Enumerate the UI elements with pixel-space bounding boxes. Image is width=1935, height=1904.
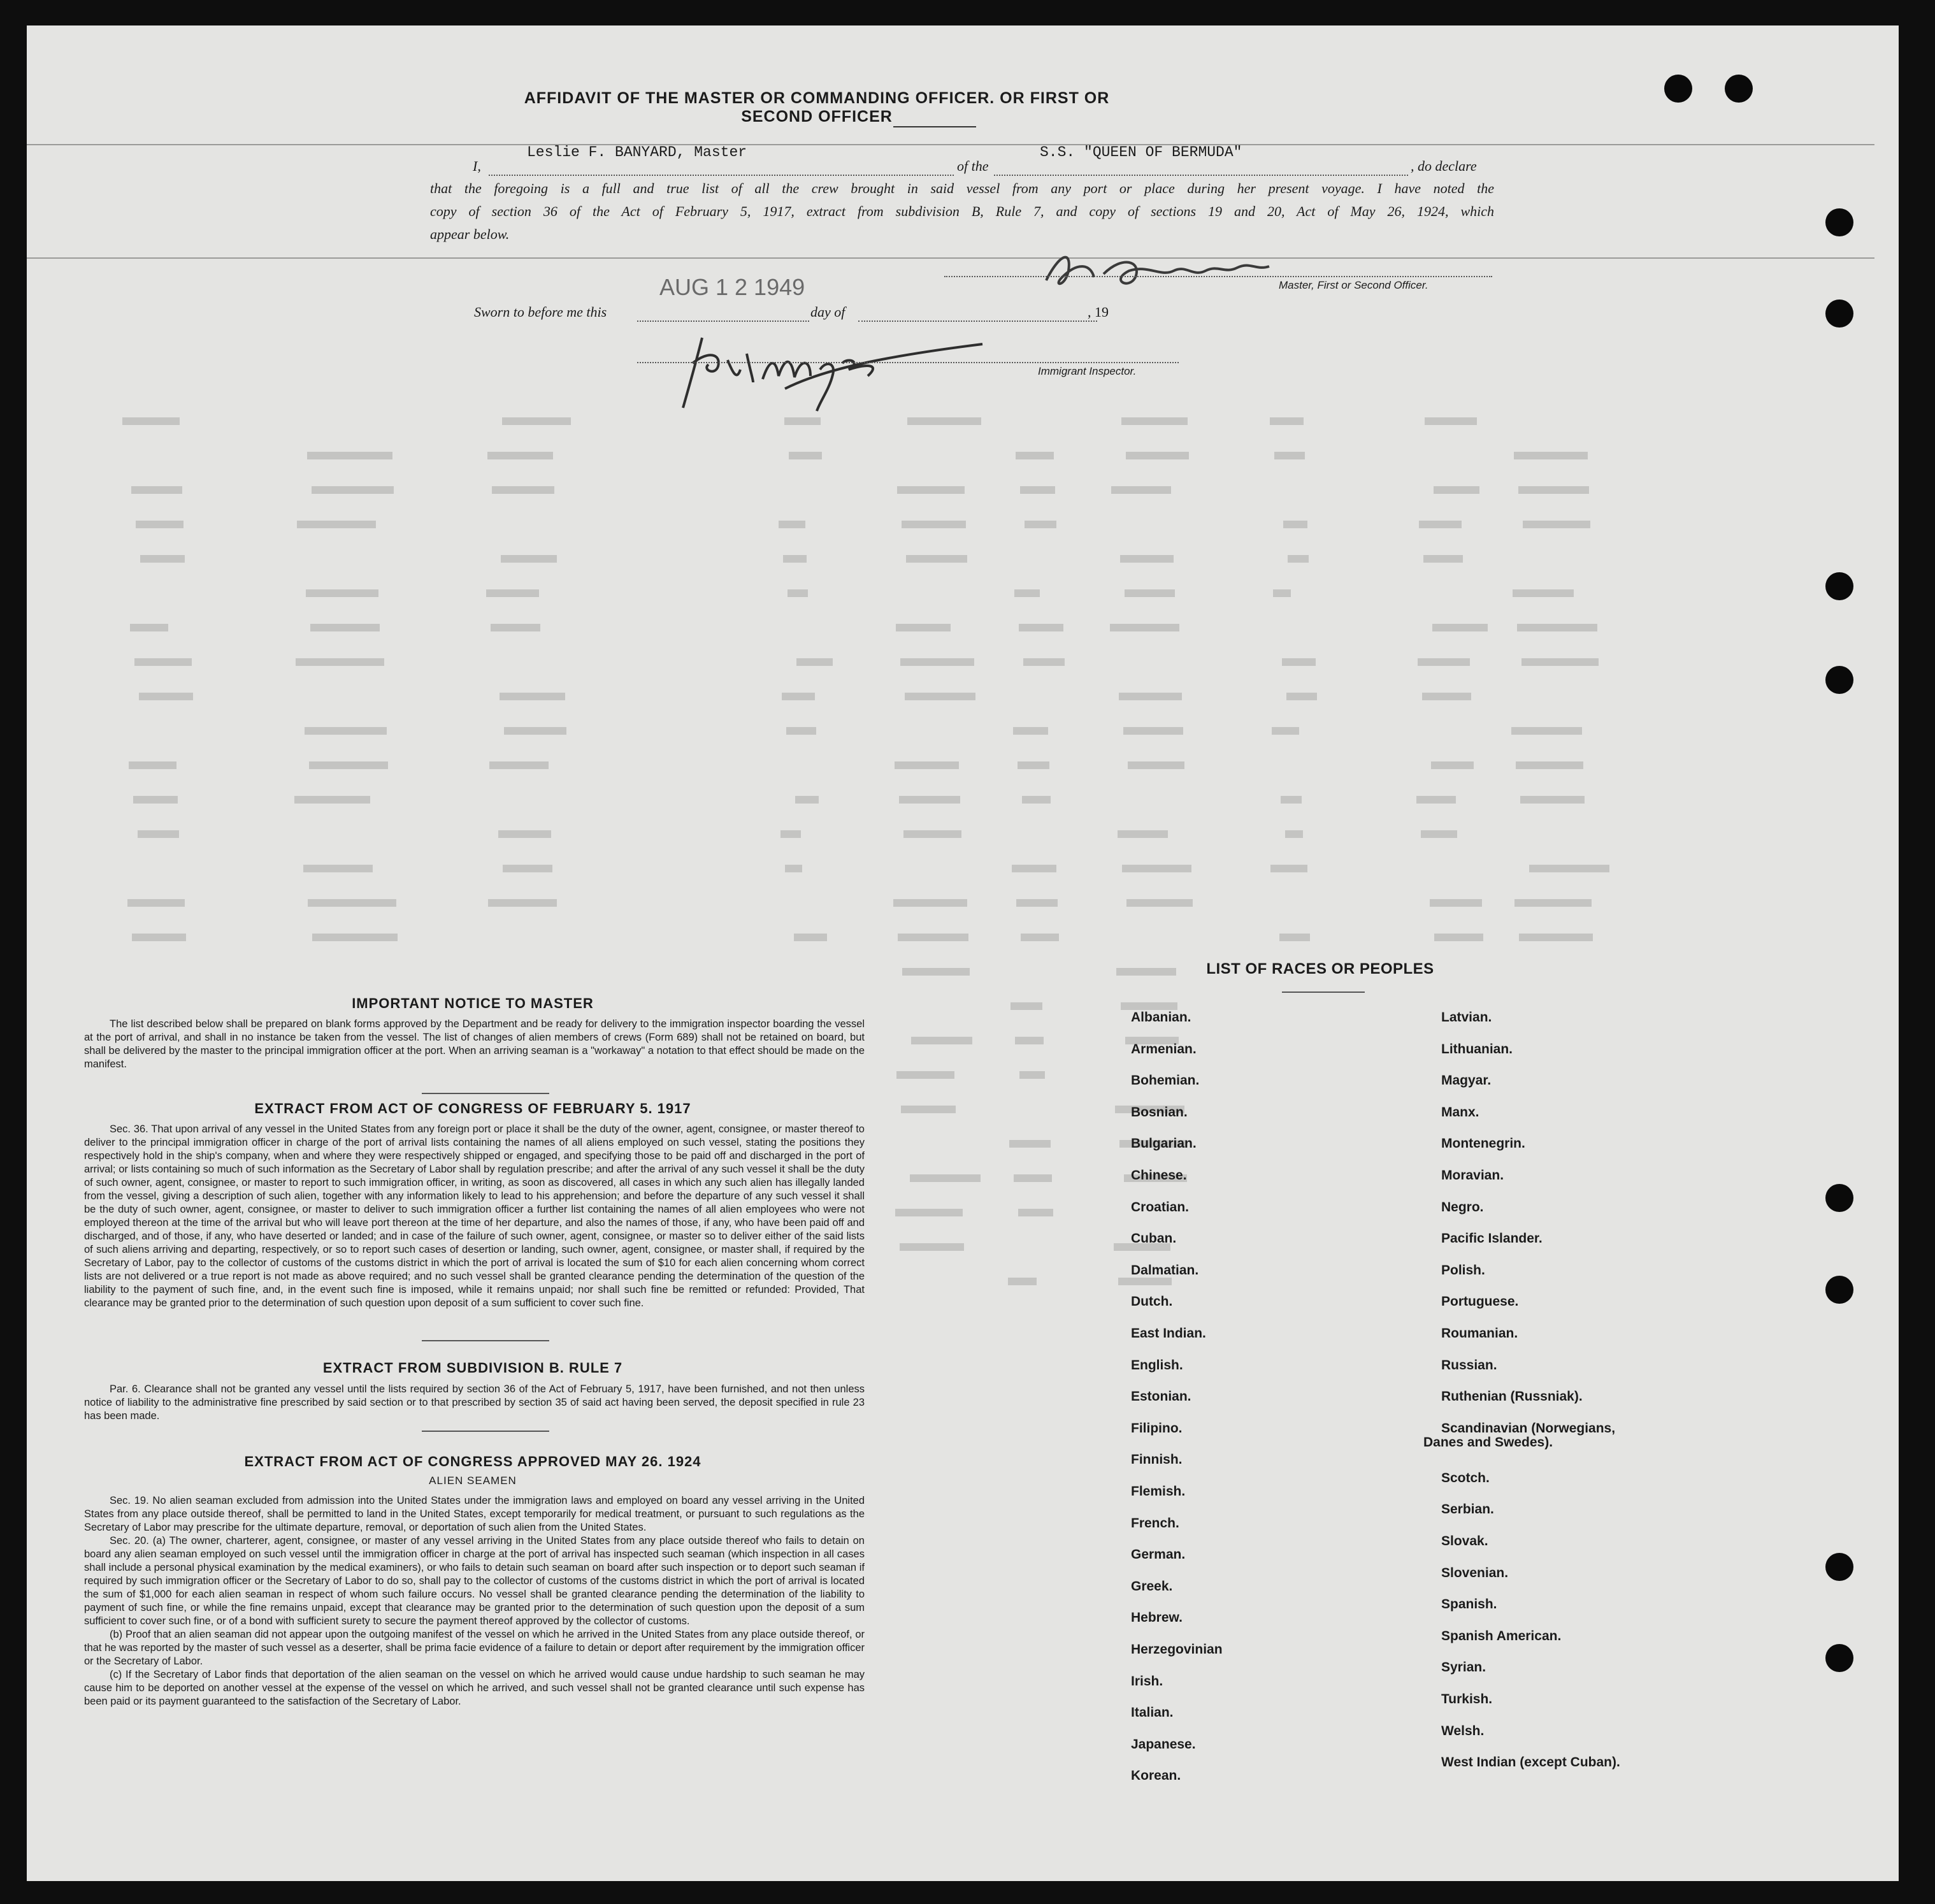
race-item: Syrian. (1441, 1660, 1486, 1675)
bleed-mark (1121, 1002, 1177, 1010)
race-item: Polish. (1441, 1262, 1485, 1278)
affidavit-line-1: that the foregoing is a full and true list of all the crew brought in said vessel from any port or place during her present voyage. I have noted the (430, 180, 1494, 196)
section-20c-paragraph: (c) If the Secretary of Labor finds that deportation of the alien seaman on the vessel on which he arrived would cause undue hardship to such seaman he may cause him to be deported on another vessel at the expense of the vessel on which he arrived, and such vessel shall not be granted clearance until such expense has been paid or its payment guaranteed to the satisfaction of the Secretary of Labor. (84, 1669, 865, 1707)
race-item: Dalmatian. (1131, 1262, 1199, 1278)
race-item: Slovenian. (1441, 1565, 1509, 1580)
race-item: Scotch. (1441, 1470, 1490, 1485)
bleed-mark (1021, 934, 1059, 941)
bleed-mark (312, 934, 398, 941)
race-item: Welsh. (1441, 1723, 1485, 1738)
punch-hole (1825, 208, 1853, 236)
bleed-mark (1517, 624, 1597, 631)
form-page (27, 25, 1899, 1881)
bleed-mark (1282, 658, 1316, 666)
bleed-mark (895, 761, 959, 769)
title-underline (893, 126, 976, 127)
bleed-mark (503, 865, 552, 872)
bleed-mark (1120, 555, 1174, 563)
bleed-mark (1514, 452, 1588, 459)
bleed-mark (786, 727, 816, 735)
bleed-mark (1025, 521, 1056, 528)
bleed-mark (794, 934, 827, 941)
of-the-label: of the (957, 158, 989, 174)
bleed-mark (782, 693, 815, 700)
bleed-mark (500, 693, 565, 700)
bleed-mark (1023, 658, 1065, 666)
bleed-mark (780, 830, 801, 838)
bleed-mark (1431, 761, 1474, 769)
punch-hole (1825, 299, 1853, 328)
bleed-mark (1286, 693, 1317, 700)
section-36-paragraph: Sec. 36. That upon arrival of any vessel in the United States from any foreign port or place it shall be the duty of the owner, agent, consignee, or master thereof to deliver to the principal immigration officer in charge of the port of arrival lists containing the names of all aliens employed on such vessel, stating the positions they respectively hold in the ship's company, when and where they were respectively shipped or engaged, and specifying those to be paid off and discharged in the port of arrival; or lists containing so much of such information as the Secretary of Labor shall by regulation prescribe; and after the arrival of any such vessel it shall be the duty of such owner, agent, consignee, or master to report to such immigration officer, in writing, as soon as discovered, all cases in which any such alien has illegally landed from the vessel, giving a description of such alien, together with any information likely to lead to his apprehension; and before the departure of any such vessel it shall be the duty of such owner, agent, consignee, or master to deliver to such immigration officer a further list containing the names of all alien employees who were not employed thereon at the time of the arrival but who will leave port thereon at the time of her departure, and also the names of those, if any, who have been paid off and discharged, and of those, if any, who have deserted or landed; and in case of the failure of such owner, agent, consignee, or master so to deliver either of the said lists of such aliens arriving and departing, respectively, or so to report such cases of desertion or landing, such owner, agent, consignee, or master shall, if required by the Secretary of Labor, pay to the collector of customs of the customs district in which the port of arrival is located the sum of $10 for each alien concerning whom correct lists are not delivered or a true report is not made as above required; and no such vessel shall be granted clearance pending the determination of the question of the liability to the payment of such fine, and, in the event such fine is imposed, while it remains unpaid; nor shall such fine be remitted or refunded: Provided, That clearance may be granted prior to the determination of such question upon deposit of a sum sufficient to cover such fine. (84, 1123, 865, 1309)
master-name-line (489, 175, 954, 176)
paragraph-6: Par. 6. Clearance shall not be granted any vessel until the lists required by section 36 of the Act of February 5, 1917, have been furnished, and not then unless notice of liability to the administrative fine prescribed by said section or to that prescribed by section 35 of said act having been served, the deposit specified in rule 23 has been made. (84, 1383, 865, 1422)
bleed-mark (294, 796, 370, 804)
races-title: LIST OF RACES OR PEOPLES (1206, 960, 1434, 977)
bleed-mark (1270, 865, 1307, 872)
bleed-mark (1511, 727, 1582, 735)
race-item: Lithuanian. (1441, 1041, 1513, 1057)
bleed-mark (1422, 693, 1471, 700)
race-item: English. (1131, 1357, 1183, 1373)
bleed-mark (1434, 934, 1483, 941)
bleed-mark (1014, 1174, 1052, 1182)
bleed-mark (138, 830, 179, 838)
bleed-mark (130, 624, 168, 631)
race-item: Moravian. (1441, 1168, 1504, 1183)
day-of-label: day of (810, 304, 845, 320)
bleed-mark (1513, 589, 1574, 597)
bleed-mark (1009, 1140, 1051, 1148)
bleed-mark (501, 555, 557, 563)
bleed-mark (296, 658, 384, 666)
bleed-mark (131, 486, 182, 494)
master-name-field: Leslie F. BANYARD, Master (527, 144, 747, 161)
bleed-mark (1518, 486, 1589, 494)
bleed-mark (136, 521, 183, 528)
race-item: Greek. (1131, 1578, 1173, 1594)
punch-hole (1825, 666, 1853, 694)
year-label: , 19 (1088, 304, 1109, 320)
bleed-mark (1273, 589, 1291, 597)
bleed-mark (784, 417, 821, 425)
bleed-mark (1016, 899, 1058, 907)
race-item: Herzegovinian (1131, 1642, 1223, 1657)
race-item: Italian. (1131, 1705, 1174, 1720)
bleed-mark (487, 452, 553, 459)
bleed-mark (133, 796, 178, 804)
bleed-mark (1520, 796, 1585, 804)
bleed-mark (492, 486, 554, 494)
bleed-mark (1118, 830, 1168, 838)
race-item: Roumanian. (1441, 1326, 1518, 1341)
section-divider (422, 1340, 549, 1341)
race-item: Bulgarian. (1131, 1136, 1197, 1151)
bleed-mark (1425, 417, 1477, 425)
bleed-mark (899, 796, 960, 804)
form-rule (27, 144, 1874, 145)
master-signature (1033, 242, 1288, 299)
bleed-mark (785, 865, 802, 872)
race-item: East Indian. (1131, 1326, 1206, 1341)
bleed-mark (1122, 865, 1191, 872)
bleed-mark (779, 521, 805, 528)
section-divider (422, 1093, 549, 1094)
bleed-mark (1421, 830, 1457, 838)
bleed-mark (900, 1243, 964, 1251)
notice-title: IMPORTANT NOTICE TO MASTER (352, 995, 594, 1011)
bleed-mark (906, 555, 967, 563)
vessel-field: S.S. "QUEEN OF BERMUDA" (1040, 144, 1242, 161)
bleed-mark (902, 968, 970, 976)
bleed-mark (1116, 968, 1176, 976)
bleed-mark (1521, 658, 1599, 666)
rule-7-text (84, 1383, 865, 1423)
bleed-mark (309, 761, 388, 769)
race-item: Spanish. (1441, 1597, 1497, 1612)
bleed-mark (911, 1037, 972, 1044)
race-item: Flemish. (1131, 1484, 1186, 1499)
bleed-mark (1519, 934, 1593, 941)
punch-hole (1825, 1644, 1853, 1672)
bleed-mark (1118, 1278, 1172, 1285)
race-item: Serbian. (1441, 1502, 1494, 1517)
bleed-mark (129, 761, 176, 769)
bleed-mark (910, 1174, 981, 1182)
bleed-mark (1126, 452, 1189, 459)
rule-7-title: EXTRACT FROM SUBDIVISION B. RULE 7 (322, 1360, 623, 1376)
race-item: Turkish. (1441, 1692, 1493, 1706)
race-item: Bosnian. (1131, 1104, 1188, 1120)
bleed-mark (1128, 761, 1184, 769)
bleed-mark (1111, 486, 1171, 494)
bleed-mark (502, 417, 571, 425)
punch-hole (1664, 75, 1692, 103)
bleed-mark (488, 899, 557, 907)
master-caption: Master, First or Second Officer. (1279, 279, 1428, 291)
bleed-mark (1434, 486, 1479, 494)
bleed-mark (504, 727, 566, 735)
bleed-mark (1019, 624, 1063, 631)
bleed-mark (122, 417, 180, 425)
races-title-underline (1282, 992, 1365, 993)
inspector-signature-line (637, 362, 1179, 363)
master-signature-line (944, 276, 1492, 277)
bleed-mark (897, 486, 965, 494)
bleed-mark (896, 1071, 954, 1079)
section-20a-paragraph: Sec. 20. (a) The owner, charterer, agent, consignee, or master of any vessel arriving in the United States from any place outside thereof who fails to detain on board any alien seaman employed on such vessel until the immigration officer in charge at the port of arrival has inspected such seaman (which inspection in all cases shall include a personal physical examination by the medical examiners), or who fails to detain such seaman on board after such inspection or to deport such seaman if required by such immigration officer or the Secretary of Labor to do so, shall pay to the collector of customs of the customs district in which the port of arrival is located the sum of $1,000 for each alien seaman in respect of whom such failure occurs. No vessel shall be granted clearance pending the determination of the liability to payment of such fine, or while the fine remains unpaid, except that clearance may be granted prior to the determination of such question upon the deposit of a sum sufficient to cover such fine, or of a bond with sufficient surety to secure the payment thereof approved by the collector of customs. (84, 1535, 865, 1627)
race-item: Bohemian. (1131, 1073, 1200, 1088)
bleed-mark (1416, 796, 1456, 804)
race-item: Irish. (1131, 1673, 1163, 1689)
bleed-mark (1110, 624, 1179, 631)
bleed-mark (1012, 865, 1056, 872)
bleed-mark (1016, 452, 1054, 459)
bleed-mark (1514, 899, 1592, 907)
do-declare-label: , do declare (1411, 158, 1477, 174)
bleed-mark (308, 899, 396, 907)
bleed-mark (139, 693, 193, 700)
race-item: Magyar. (1441, 1073, 1492, 1088)
race-item: Montenegrin. (1441, 1136, 1525, 1151)
race-item: Russian. (1441, 1357, 1497, 1373)
extract-1917-title: EXTRACT FROM ACT OF CONGRESS OF FEBRUARY 5. 1917 (254, 1100, 691, 1116)
bleed-mark (900, 658, 974, 666)
bleed-mark (1281, 796, 1302, 804)
punch-hole (1825, 1184, 1853, 1212)
bleed-mark (896, 624, 951, 631)
bleed-mark (489, 761, 549, 769)
race-item: Croatian. (1131, 1199, 1190, 1215)
bleed-mark (903, 830, 961, 838)
inspector-signature (658, 325, 989, 414)
punch-hole (1825, 1553, 1853, 1581)
race-item: Ruthenian (Russniak). (1441, 1389, 1583, 1404)
bleed-mark (1008, 1278, 1037, 1285)
race-item: German. (1131, 1547, 1186, 1562)
section-19-paragraph: Sec. 19. No alien seaman excluded from admission into the United States under the immigration laws and employed on board any vessel arriving in the United States from any place outside thereof, shall be permitted to land in the United States, except temporarily for medical treatment, or pursuant to such regulations as the Secretary of Labor may prescribe for the ultimate departure, removal, or deportation of such alien from the United States. (84, 1495, 865, 1533)
extract-1924-text (84, 1494, 865, 1708)
affidavit-pronoun: I, (473, 158, 481, 174)
notice-paragraph: The list described below shall be prepared on blank forms approved by the Department and be ready for delivery to the immigration inspector boarding the vessel at the port of arrival, and shall in no instance be taken from the vessel. The list of changes of alien members of crews (Form 689) shall not be retained on board, but shall be delivered by the master to the principal immigration officer at the port. When an arriving seaman is a "workaway" a notation to that effect should be made on the manifest. (84, 1018, 865, 1070)
bleed-mark (486, 589, 539, 597)
bleed-mark (1274, 452, 1305, 459)
sworn-label: Sworn to before me this (474, 304, 607, 320)
bleed-mark (1423, 555, 1463, 563)
bleed-mark (310, 624, 380, 631)
sworn-day-line (637, 321, 809, 322)
bleed-mark (297, 521, 376, 528)
race-item: Armenian. (1131, 1041, 1197, 1057)
bleed-mark (491, 624, 540, 631)
punch-hole (1725, 75, 1753, 103)
bleed-mark (127, 899, 185, 907)
inspector-caption: Immigrant Inspector. (1038, 365, 1137, 377)
bleed-mark (1419, 521, 1462, 528)
bleed-mark (783, 555, 807, 563)
bleed-mark (789, 452, 822, 459)
bleed-mark (1285, 830, 1303, 838)
bleed-mark (305, 727, 387, 735)
race-item: Albanian. (1131, 1010, 1191, 1025)
race-item: Latvian. (1441, 1010, 1492, 1025)
form-rule (27, 257, 1874, 259)
bleed-mark (306, 589, 378, 597)
race-item: West Indian (except Cuban). (1441, 1755, 1620, 1770)
race-item: Filipino. (1131, 1420, 1183, 1436)
race-item: Cuban. (1131, 1231, 1177, 1246)
bleed-mark (307, 452, 392, 459)
race-item: Negro. (1441, 1199, 1484, 1215)
bleed-mark (1018, 761, 1049, 769)
bleed-mark (1015, 1037, 1044, 1044)
bleed-mark (1272, 727, 1299, 735)
affidavit-line-3: appear below. (430, 226, 510, 242)
bleed-mark (134, 658, 192, 666)
bleed-mark (140, 555, 185, 563)
bleed-mark (132, 934, 186, 941)
date-stamp: AUG 1 2 1949 (659, 274, 805, 300)
bleed-mark (898, 934, 968, 941)
punch-hole (1825, 572, 1853, 600)
race-item: Estonian. (1131, 1389, 1191, 1404)
bleed-mark (1011, 1002, 1042, 1010)
bleed-mark (1121, 417, 1188, 425)
bleed-mark (1020, 486, 1055, 494)
bleed-mark (905, 693, 975, 700)
bleed-mark (1283, 521, 1307, 528)
bleed-mark (1013, 727, 1048, 735)
bleed-mark (1529, 865, 1609, 872)
section-divider (422, 1431, 549, 1432)
race-item: Korean. (1131, 1768, 1181, 1784)
bleed-mark (788, 589, 808, 597)
bleed-mark (303, 865, 373, 872)
race-item: Chinese. (1131, 1168, 1187, 1183)
bleed-mark (1430, 899, 1482, 907)
race-item: Pacific Islander. (1441, 1231, 1543, 1246)
section-20b-paragraph: (b) Proof that an alien seaman did not appear upon the outgoing manifest of the vessel on which he arrived in the United States from any place outside thereof, or that he was reported by the master of such vessel as a deserter, shall be prima facie evidence of a failure to detain or deport after requirement by the immigration officer or the Secretary of Labor. (84, 1629, 865, 1667)
affidavit-title: AFFIDAVIT OF THE MASTER OR COMMANDING OFFICER. OR FIRST OR SECOND OFFICER (524, 89, 1110, 126)
bleed-mark (907, 417, 981, 425)
bleed-mark (1279, 934, 1310, 941)
notice-text (84, 1018, 865, 1071)
bleed-mark (1288, 555, 1309, 563)
affidavit-line-2: copy of section 36 of the Act of February 5, 1917, extract from subdivision B, Rule 7, and copy of sections 19 and 20, Act of May 26, 1924, which (430, 203, 1494, 219)
bleed-mark (1019, 1071, 1045, 1079)
bleed-mark (1270, 417, 1304, 425)
bleed-mark (1119, 693, 1182, 700)
bleed-mark (1418, 658, 1470, 666)
bleed-mark (895, 1209, 963, 1216)
bleed-mark (902, 521, 966, 528)
bleed-mark (1125, 589, 1175, 597)
race-item: Dutch. (1131, 1294, 1173, 1309)
extract-1924-subtitle: ALIEN SEAMEN (429, 1475, 517, 1487)
race-item: Spanish American. (1441, 1628, 1562, 1643)
bleed-mark (1523, 521, 1590, 528)
bleed-mark (498, 830, 551, 838)
race-item: French. (1131, 1515, 1179, 1531)
bleed-mark (1018, 1209, 1053, 1216)
extract-1924-title: EXTRACT FROM ACT OF CONGRESS APPROVED MAY 26. 1924 (244, 1453, 701, 1469)
race-item: Finnish. (1131, 1452, 1183, 1468)
race-item: Manx. (1441, 1104, 1479, 1120)
race-item: Danes and Swedes). (1423, 1434, 1553, 1450)
extract-1917-text (84, 1123, 865, 1310)
bleed-mark (901, 1106, 956, 1113)
race-item: Slovak. (1441, 1534, 1488, 1548)
race-item: Scandinavian (Norwegians, (1441, 1420, 1616, 1436)
bleed-mark (1022, 796, 1051, 804)
bleed-mark (1123, 727, 1183, 735)
bleed-mark (1516, 761, 1583, 769)
vessel-line (994, 175, 1408, 176)
bleed-mark (1014, 589, 1040, 597)
bleed-mark (893, 899, 967, 907)
bleed-mark (312, 486, 394, 494)
race-item: Portuguese. (1441, 1294, 1519, 1309)
sworn-month-line (858, 321, 1097, 322)
race-item: Hebrew. (1131, 1610, 1183, 1626)
bleed-mark (1432, 624, 1488, 631)
bleed-mark (796, 658, 833, 666)
race-item: Japanese. (1131, 1736, 1196, 1752)
punch-hole (1825, 1276, 1853, 1304)
bleed-mark (795, 796, 819, 804)
bleed-mark (1126, 899, 1193, 907)
